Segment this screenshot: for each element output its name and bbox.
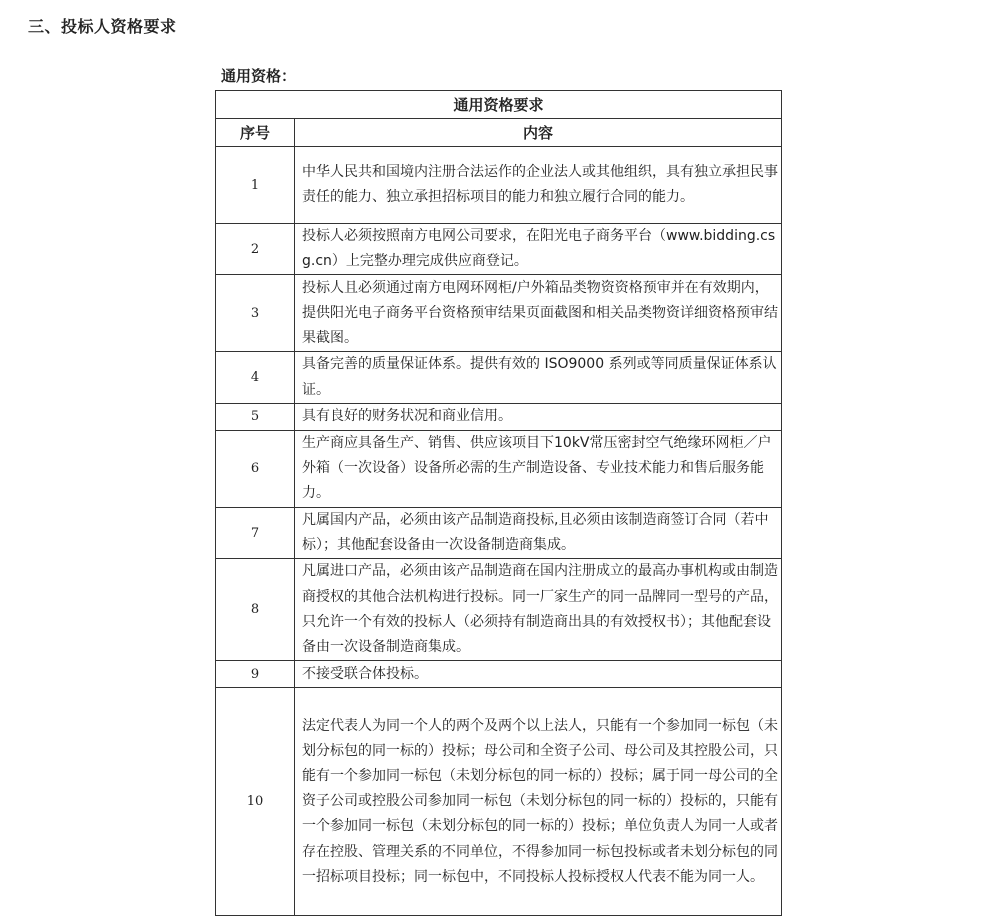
table-header-row bbox=[216, 119, 782, 147]
row-content: 具有良好的财务状况和商业信用。 bbox=[295, 403, 782, 430]
table-row bbox=[216, 224, 782, 275]
row-number: 6 bbox=[216, 430, 295, 507]
row-content: 法定代表人为同一个人的两个及两个以上法人，只能有一个参加同一标包（未划分标包的同一标的）投标；母公司和全资子公司、母公司及其控股公司，只能有一个参加同一标包（未划分标包的同一标的）投标；属于同一母公司的全资子公司或控股公司参加同一标包（未划分标包的同一标的）投标的，只能有一个参加同一标包（未划分标包的同一标的）投标；单位负责人为同一人或者存在控股、管理关系的不同单位，不得参加同一标包投标或者未划分标包的同一招标项目投标；同一标包中，不同投标人投标授权人代表不能为同一人。 bbox=[295, 688, 782, 916]
general-qualification-label: 通用资格： bbox=[221, 67, 297, 85]
row-number: 4 bbox=[216, 352, 295, 403]
row-content: 中华人民共和国境内注册合法运作的企业法人或其他组织，具有独立承担民事责任的能力、独立承担招标项目的能力和独立履行合同的能力。 bbox=[295, 147, 782, 224]
row-number: 9 bbox=[216, 661, 295, 688]
header-content: 内容 bbox=[295, 119, 782, 147]
table-row bbox=[216, 559, 782, 661]
table-caption: 通用资格要求 bbox=[216, 91, 782, 119]
row-content: 投标人必须按照南方电网公司要求，在阳光电子商务平台（www.bidding.csg.cn）上完整办理完成供应商登记。 bbox=[295, 224, 782, 275]
row-number: 3 bbox=[216, 275, 295, 352]
row-content: 生产商应具备生产、销售、供应该项目下10kV常压密封空气绝缘环网柜／户外箱（一次设备）设备所必需的生产制造设备、专业技术能力和售后服务能力。 bbox=[295, 430, 782, 507]
table-row bbox=[216, 507, 782, 558]
row-content: 凡属国内产品，必须由该产品制造商投标,且必须由该制造商签订合同（若中标）；其他配套设备由一次设备制造商集成。 bbox=[295, 507, 782, 558]
table-row bbox=[216, 147, 782, 224]
row-content: 不接受联合体投标。 bbox=[295, 661, 782, 688]
row-content: 具备完善的质量保证体系。提供有效的 ISO9000 系列或等同质量保证体系认证。 bbox=[295, 352, 782, 403]
row-number: 8 bbox=[216, 559, 295, 661]
table-row bbox=[216, 688, 782, 916]
section-title: 三、投标人资格要求 bbox=[28, 17, 177, 36]
table-row bbox=[216, 275, 782, 352]
row-number: 2 bbox=[216, 224, 295, 275]
row-content: 投标人且必须通过南方电网环网柜/户外箱品类物资资格预审并在有效期内，提供阳光电子商务平台资格预审结果页面截图和相关品类物资详细资格预审结果截图。 bbox=[295, 275, 782, 352]
row-number: 10 bbox=[216, 688, 295, 916]
table-caption-row bbox=[216, 91, 782, 119]
header-number: 序号 bbox=[216, 119, 295, 147]
table-row bbox=[216, 430, 782, 507]
table-row bbox=[216, 352, 782, 403]
qualification-table bbox=[215, 90, 782, 916]
row-content: 凡属进口产品，必须由该产品制造商在国内注册成立的最高办事机构或由制造商授权的其他合法机构进行投标。同一厂家生产的同一品牌同一型号的产品，只允许一个有效的投标人（必须持有制造商出具的有效授权书）；其他配套设备由一次设备制造商集成。 bbox=[295, 559, 782, 661]
row-number: 7 bbox=[216, 507, 295, 558]
row-number: 5 bbox=[216, 403, 295, 430]
table-row bbox=[216, 403, 782, 430]
row-number: 1 bbox=[216, 147, 295, 224]
table-row bbox=[216, 661, 782, 688]
